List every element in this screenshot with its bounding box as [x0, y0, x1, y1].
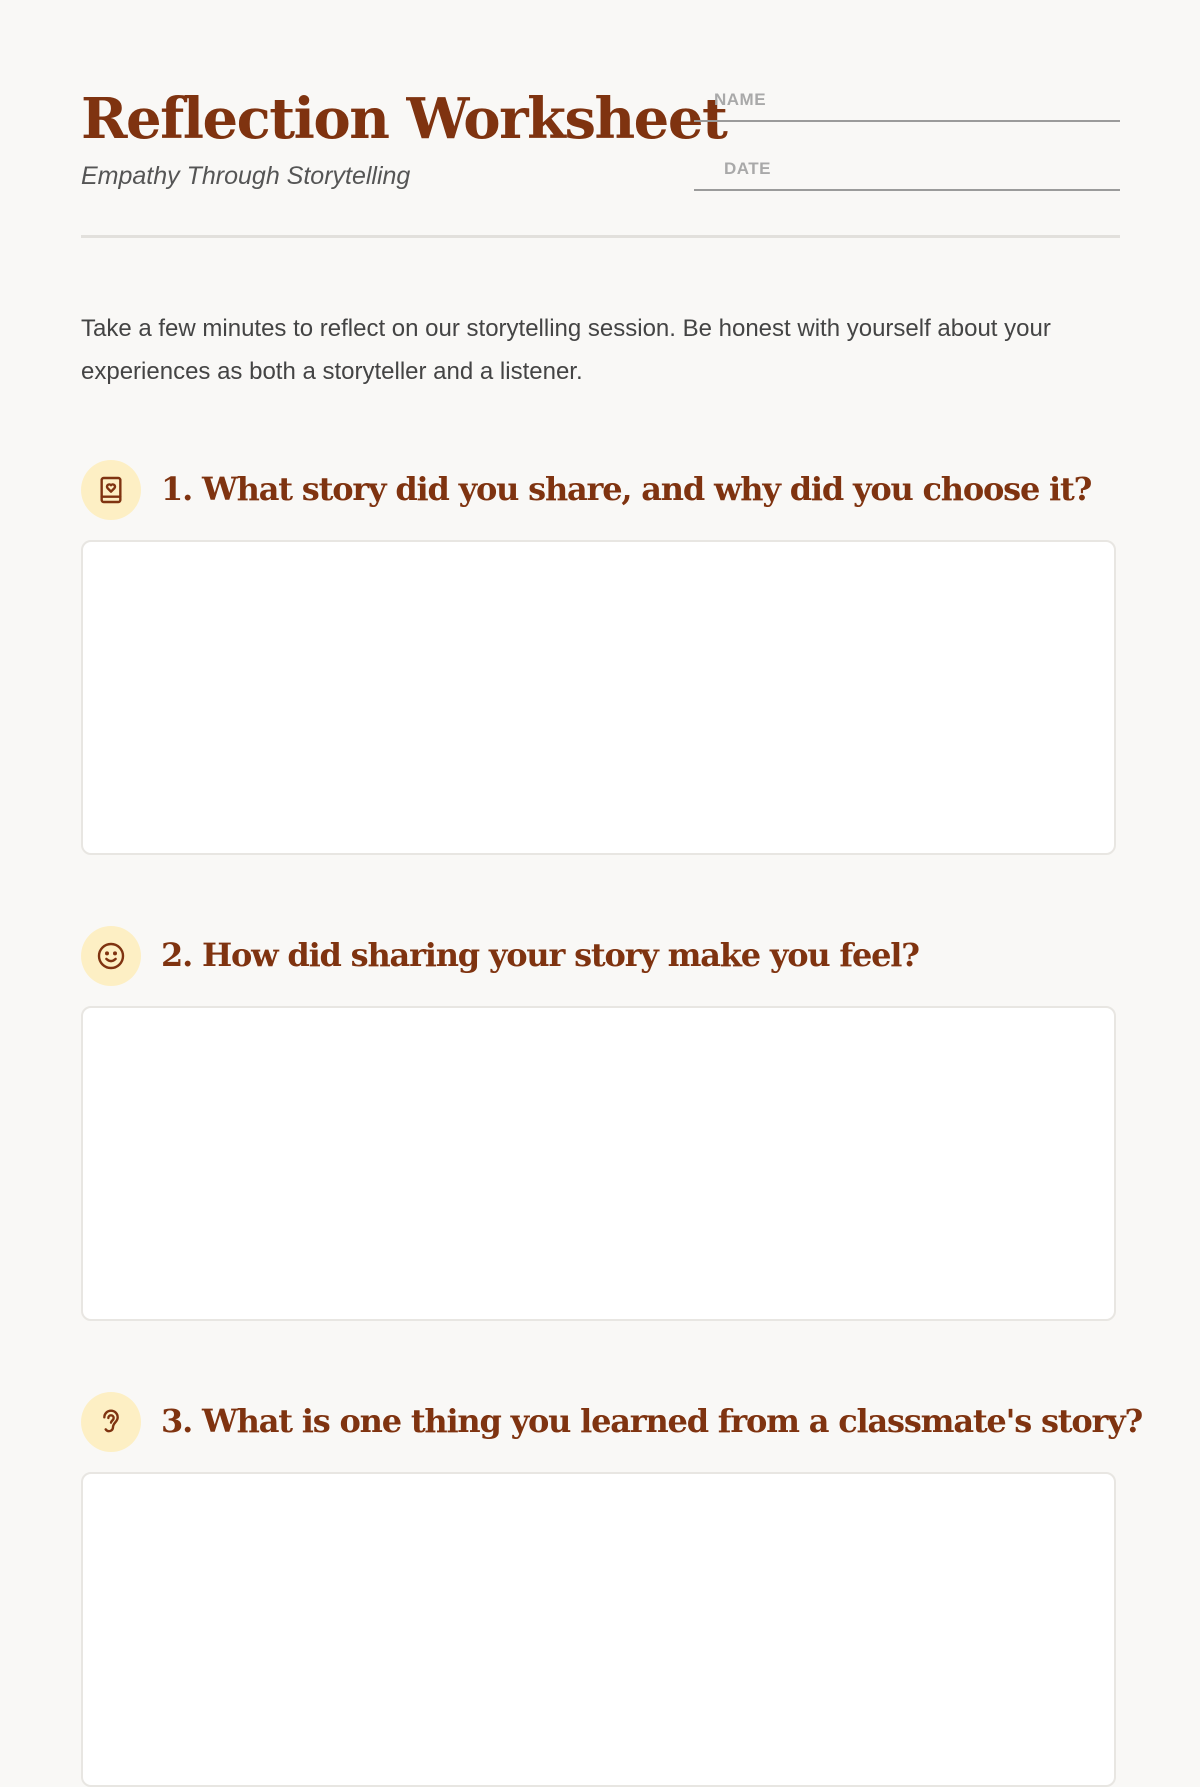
header-divider — [81, 235, 1120, 238]
answer-box[interactable] — [81, 540, 1116, 855]
question-text: 1. What story did you share, and why did you choose it? — [161, 470, 1092, 508]
question-header — [81, 926, 1120, 986]
date-label: DATE — [724, 159, 772, 178]
smile-icon — [81, 926, 141, 986]
answer-box[interactable] — [81, 1006, 1116, 1321]
question-text: 2. How did sharing your story make you feel? — [161, 936, 919, 974]
date-field[interactable] — [694, 155, 1120, 191]
meta-fields — [694, 86, 1120, 191]
page-title: Reflection Worksheet — [81, 86, 727, 152]
worksheet-page — [81, 0, 1143, 1600]
question-header — [81, 460, 1120, 520]
answer-box[interactable] — [81, 1472, 1116, 1787]
question-2 — [81, 926, 1120, 986]
page-subtitle: Empathy Through Storytelling — [81, 162, 411, 190]
name-field[interactable] — [694, 86, 1120, 122]
ear-icon — [81, 1392, 141, 1452]
question-text: 3. What is one thing you learned from a classmate's story? — [161, 1402, 1143, 1440]
name-label: NAME — [714, 90, 767, 109]
question-1 — [81, 460, 1120, 520]
intro-text: Take a few minutes to reflect on our storytelling session. Be honest with yourself about your experiences as both a storyteller and a listener. — [81, 315, 1051, 385]
book-heart-icon — [81, 460, 141, 520]
question-header — [81, 1392, 1143, 1452]
question-3 — [81, 1392, 1143, 1452]
worksheet-header — [81, 0, 1120, 240]
